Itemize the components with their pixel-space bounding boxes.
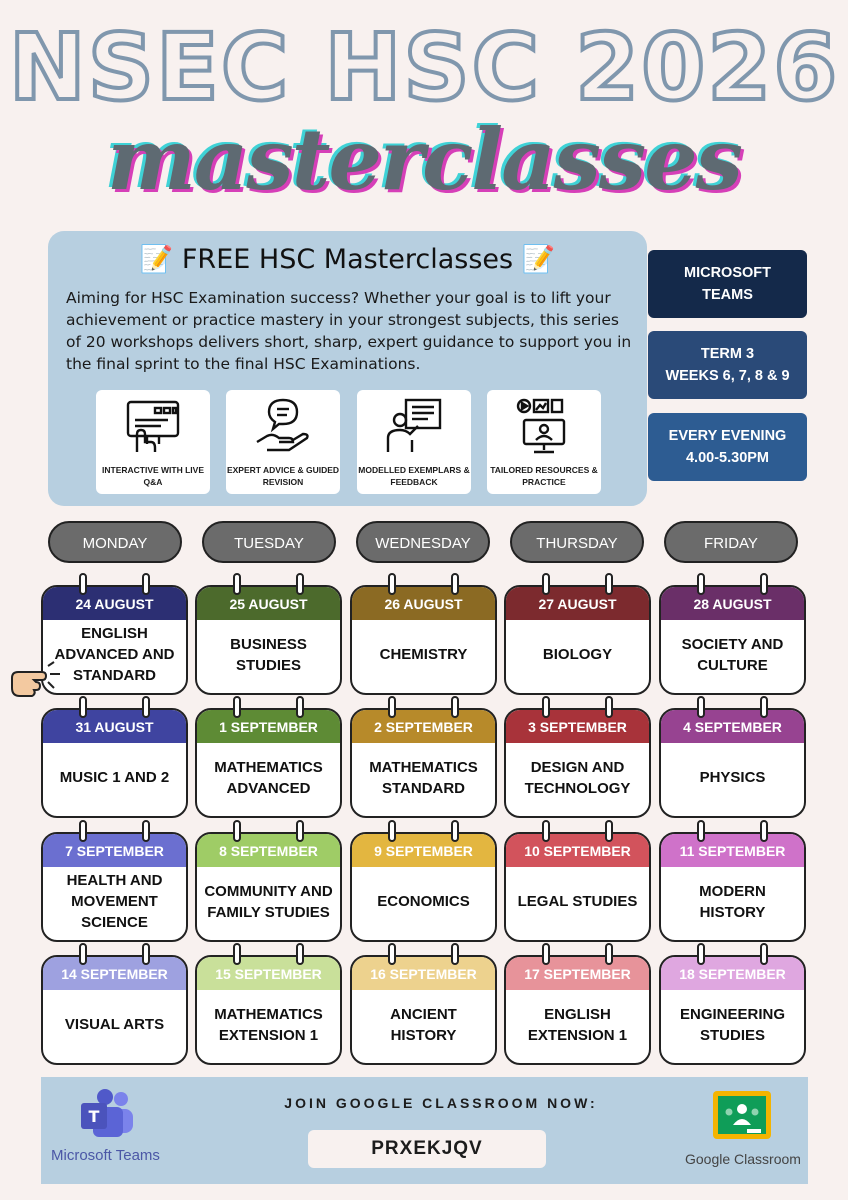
calendar-card: [195, 955, 342, 1065]
card-subject: MATHEMATICS EXTENSION 1: [214, 1005, 323, 1044]
calendar-ring: [760, 820, 768, 842]
calendar-ring: [233, 696, 241, 718]
calendar-ring: [451, 820, 459, 842]
calendar-card: [350, 708, 497, 818]
card-date: 25 AUGUST: [197, 587, 340, 620]
card-date: 7 SEPTEMBER: [43, 834, 186, 867]
card-date: 10 SEPTEMBER: [506, 834, 649, 867]
calendar-card: [41, 832, 188, 942]
card-subject: ENGINEERING STUDIES: [679, 1005, 785, 1044]
calendar-ring: [542, 943, 550, 965]
box-line: WEEKS 6, 7, 8 & 9: [665, 368, 790, 384]
card-subject: MUSIC 1 AND 2: [59, 769, 170, 786]
calendar-card: [195, 832, 342, 942]
calendar-ring: [79, 696, 87, 718]
card-date: 14 SEPTEMBER: [43, 957, 186, 990]
calendar-card: [659, 955, 806, 1065]
calendar-ring: [760, 573, 768, 595]
card-date: 3 SEPTEMBER: [506, 710, 649, 743]
google-classroom-logo-icon: [711, 1089, 773, 1143]
box-line: EVERY EVENING: [668, 428, 787, 444]
card-date: 8 SEPTEMBER: [197, 834, 340, 867]
svg-text:T: T: [88, 1107, 100, 1126]
calendar-card: [195, 708, 342, 818]
calendar-ring: [542, 696, 550, 718]
day-header-friday: FRIDAY: [664, 521, 798, 563]
calendar-card: [41, 708, 188, 818]
term-weeks-box: [648, 331, 807, 399]
page-title: NSEC HSC 2026: [8, 14, 840, 121]
calendar-card: [504, 585, 651, 695]
card-date: 31 AUGUST: [43, 710, 186, 743]
calendar-card: [504, 955, 651, 1065]
calendar-card: [659, 585, 806, 695]
card-date: 18 SEPTEMBER: [661, 957, 804, 990]
calendar-ring: [296, 820, 304, 842]
calendar-ring: [760, 696, 768, 718]
card-subject: VISUAL ARTS: [64, 1016, 165, 1033]
card-date: 2 SEPTEMBER: [352, 710, 495, 743]
feature-label: MODELLED EXEMPLARS & FEEDBACK: [358, 465, 470, 487]
card-date: 1 SEPTEMBER: [197, 710, 340, 743]
card-subject: MATHEMATICS ADVANCED: [214, 758, 323, 797]
card-date: 28 AUGUST: [661, 587, 804, 620]
calendar-ring: [142, 943, 150, 965]
calendar-ring: [451, 573, 459, 595]
calendar-ring: [233, 943, 241, 965]
card-date: 26 AUGUST: [352, 587, 495, 620]
feature-interactive: [96, 390, 210, 494]
calendar-ring: [605, 696, 613, 718]
calendar-ring: [79, 943, 87, 965]
calendar-card: [350, 585, 497, 695]
footer-banner: [41, 1077, 808, 1184]
calendar-ring: [451, 696, 459, 718]
box-line: 4.00-5.30PM: [685, 450, 770, 466]
advice-hand-icon: [253, 396, 313, 456]
calendar-ring: [233, 573, 241, 595]
calendar-ring: [605, 573, 613, 595]
day-header-tuesday: TUESDAY: [202, 521, 336, 563]
interactive-screen-icon: [123, 396, 183, 456]
calendar-card: [659, 708, 806, 818]
classroom-code[interactable]: PRXEKJQV: [308, 1130, 546, 1168]
card-subject: BUSINESS STUDIES: [230, 635, 307, 674]
google-classroom-label: Google Classroom: [685, 1151, 801, 1167]
calendar-card: [659, 832, 806, 942]
calendar-ring: [79, 573, 87, 595]
card-subject: HEALTH AND MOVEMENT SCIENCE: [66, 872, 163, 931]
calendar-ring: [388, 696, 396, 718]
microsoft-teams-logo-icon: [77, 1089, 137, 1141]
card-date: 4 SEPTEMBER: [661, 710, 804, 743]
calendar-ring: [697, 943, 705, 965]
calendar-card: [350, 955, 497, 1065]
calendar-ring: [296, 943, 304, 965]
calendar-ring: [296, 573, 304, 595]
calendar-ring: [451, 943, 459, 965]
calendar-ring: [79, 820, 87, 842]
microsoft-teams-label: Microsoft Teams: [51, 1147, 160, 1164]
box-line: TEAMS: [702, 287, 753, 303]
box-line: MICROSOFT: [684, 265, 771, 281]
calendar-card: [504, 708, 651, 818]
day-header-wednesday: WEDNESDAY: [356, 521, 490, 563]
card-date: 15 SEPTEMBER: [197, 957, 340, 990]
calendar-card: [350, 832, 497, 942]
page-subtitle: masterclasses: [107, 110, 741, 209]
calendar-card: [504, 832, 651, 942]
calendar-ring: [233, 820, 241, 842]
card-subject: BIOLOGY: [542, 646, 613, 663]
day-header-monday: MONDAY: [48, 521, 182, 563]
card-subject: ECONOMICS: [377, 893, 470, 910]
info-title: 📝 FREE HSC Masterclasses 📝: [139, 244, 556, 275]
calendar-ring: [142, 573, 150, 595]
delivery-platform-box: [648, 250, 807, 318]
card-subject: CHEMISTRY: [379, 646, 468, 663]
info-description: Aiming for HSC Examination success? Whether your goal is to lift your achievement or practice mastery in your strongest subjects, this series of 20 workshops delivers short, sharp, expert guidance to support you in the final sprint to the final HSC Examinations.: [66, 289, 632, 373]
card-subject: ENGLISH ADVANCED AND STANDARD: [54, 625, 175, 684]
calendar-ring: [388, 943, 396, 965]
calendar-ring: [142, 696, 150, 718]
calendar-ring: [605, 943, 613, 965]
card-date: 16 SEPTEMBER: [352, 957, 495, 990]
calendar-ring: [542, 573, 550, 595]
feature-label: TAILORED RESOURCES & PRACTICE: [490, 465, 598, 487]
card-subject: ENGLISH EXTENSION 1: [527, 1005, 628, 1044]
calendar-ring: [296, 696, 304, 718]
card-subject: MODERN HISTORY: [699, 882, 766, 921]
feature-expert-advice: [226, 390, 340, 494]
card-date: 17 SEPTEMBER: [506, 957, 649, 990]
card-date: 11 SEPTEMBER: [661, 834, 804, 867]
schedule-time-box: [648, 413, 807, 481]
feature-modelled-exemplars: [357, 390, 471, 494]
feature-label: EXPERT ADVICE & GUIDED REVISION: [226, 465, 340, 487]
calendar-ring: [760, 943, 768, 965]
card-date: 27 AUGUST: [506, 587, 649, 620]
card-subject: LEGAL STUDIES: [517, 893, 638, 910]
calendar-card: [41, 955, 188, 1065]
calendar-ring: [142, 820, 150, 842]
calendar-ring: [388, 820, 396, 842]
calendar-ring: [605, 820, 613, 842]
card-subject: MATHEMATICS STANDARD: [369, 758, 478, 797]
card-subject: ANCIENT HISTORY: [390, 1005, 457, 1044]
card-date: 24 AUGUST: [43, 587, 186, 620]
calendar-ring: [697, 696, 705, 718]
card-subject: PHYSICS: [699, 769, 766, 786]
calendar-ring: [388, 573, 396, 595]
feature-label: INTERACTIVE WITH LIVE Q&A: [102, 465, 204, 487]
card-subject: DESIGN AND TECHNOLOGY: [524, 758, 631, 797]
calendar-ring: [542, 820, 550, 842]
join-classroom-label: JOIN GOOGLE CLASSROOM NOW:: [284, 1095, 598, 1111]
calendar-card: [195, 585, 342, 695]
card-subject: COMMUNITY AND FAMILY STUDIES: [204, 882, 333, 921]
pointing-hand-icon: [8, 660, 64, 700]
card-subject: SOCIETY AND CULTURE: [681, 635, 784, 674]
card-date: 9 SEPTEMBER: [352, 834, 495, 867]
resources-computer-icon: [514, 396, 574, 456]
calendar-ring: [697, 820, 705, 842]
day-header-thursday: THURSDAY: [510, 521, 644, 563]
presenter-board-icon: [384, 396, 444, 456]
calendar-ring: [697, 573, 705, 595]
box-line: TERM 3: [700, 346, 755, 362]
feature-tailored-resources: [487, 390, 601, 494]
